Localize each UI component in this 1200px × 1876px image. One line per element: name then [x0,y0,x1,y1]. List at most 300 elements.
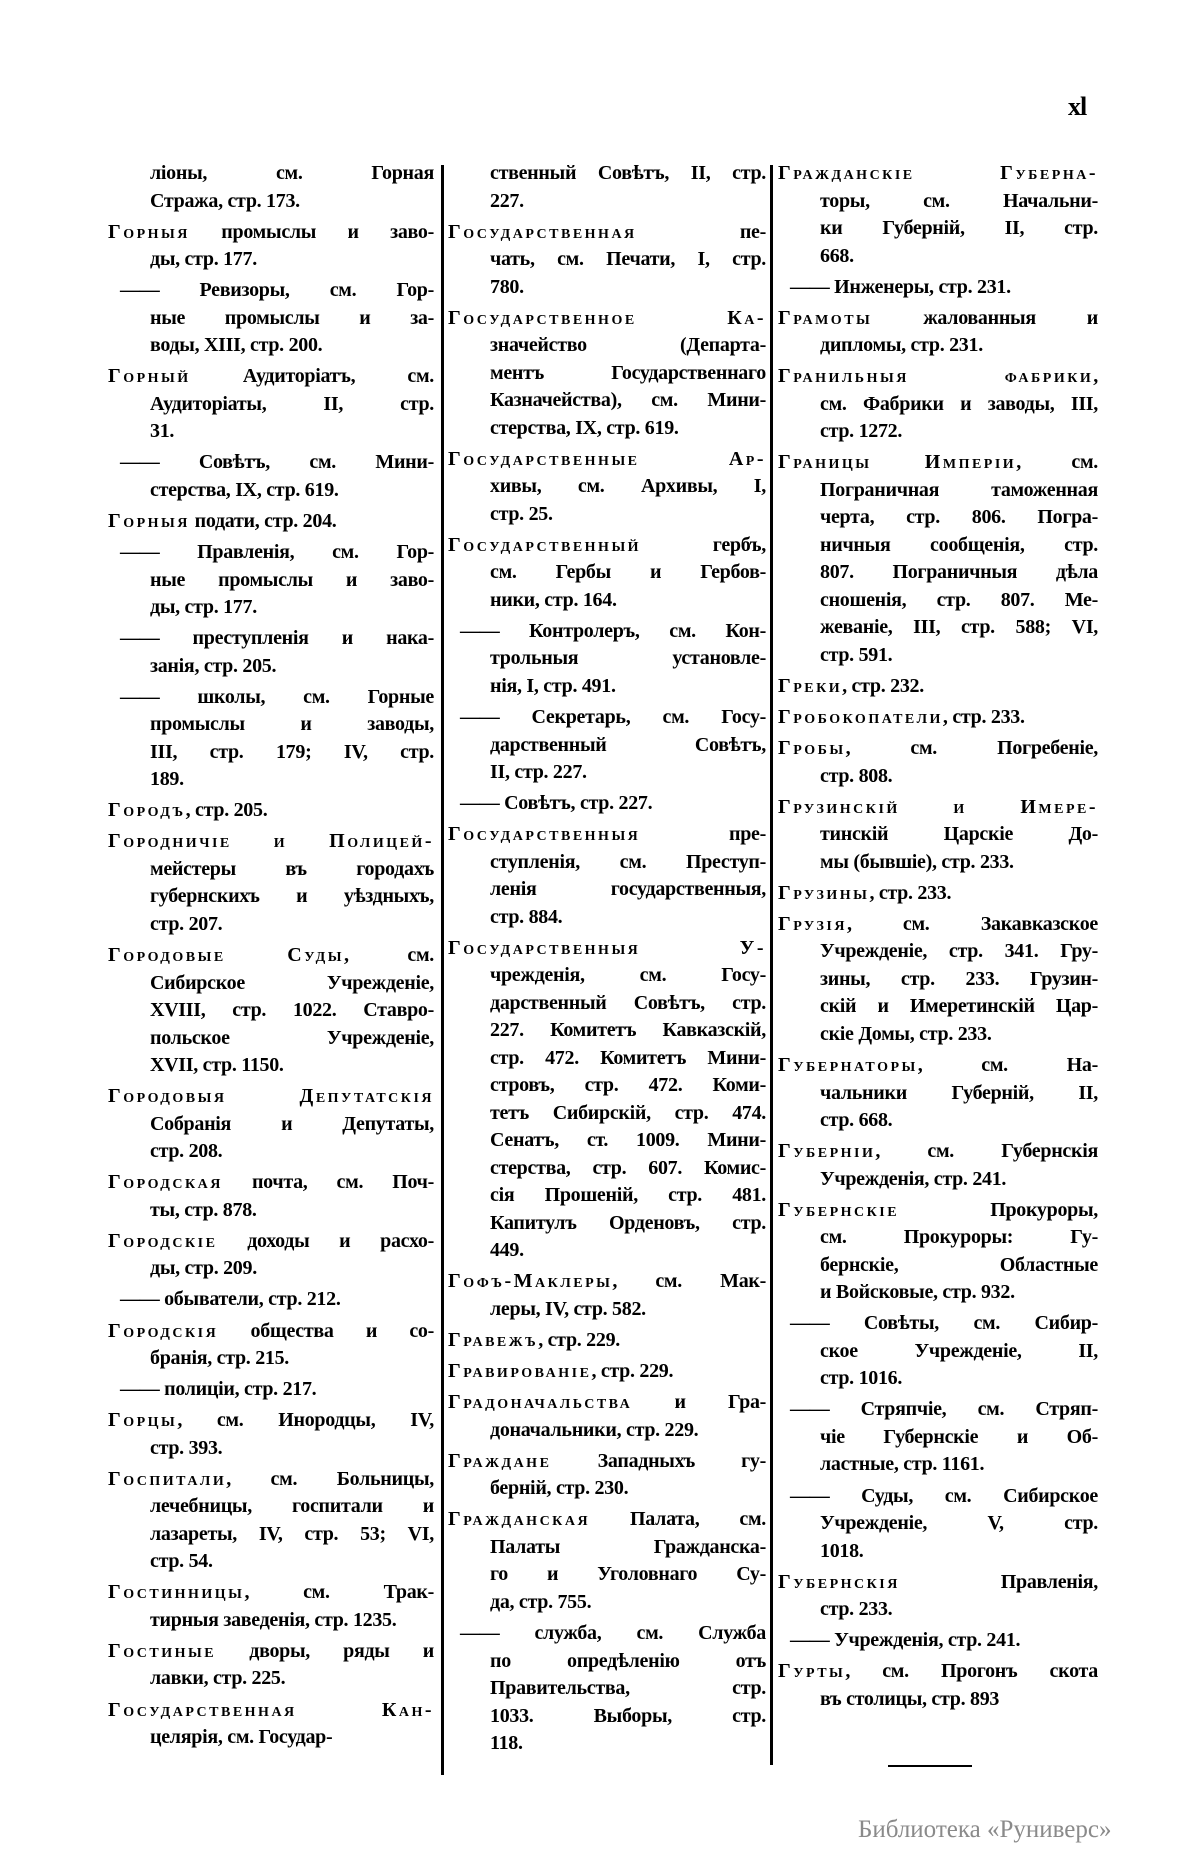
entry-text: подати, стр. 204. [189,509,337,532]
entry-line [108,883,434,911]
entry-line [108,332,434,360]
index-entry [448,1448,766,1503]
entry-text: стр. 472. Комитетъ Мини- [490,1046,766,1069]
entry-text: бернскiе, Областные [820,1253,1098,1276]
index-entry [778,673,1098,701]
subentry-dash: —— [120,627,160,650]
entry-line [778,391,1098,419]
entry-line [778,274,1098,302]
entry-line [448,473,766,501]
entry-text: дарственный Совѣтъ, стр. [490,991,766,1014]
entry-text: ды, стр. 209. [150,1257,257,1280]
entry-line [778,1686,1098,1714]
subentry-dash: —— [790,1484,830,1507]
entry-line [108,477,434,505]
entry-text: ные промыслы и заво- [150,568,434,591]
index-entry [778,305,1098,360]
entry-text: стр. 25. [490,502,553,525]
entry-headword: Гурты [778,1660,846,1683]
entry-text: , стр. 229. [538,1329,620,1352]
entry-line [778,532,1098,560]
entry-line [108,1579,434,1607]
entry-text: зины, стр. 233. Грузин- [820,967,1098,990]
entry-text: Учрежденiя, стр. 241. [829,1629,1021,1652]
entry-headword: Границы Имперiи [778,451,1017,474]
index-entry [448,219,766,302]
entry-headword: Градоначальства [448,1391,633,1414]
index-column-1 [108,160,434,1755]
entry-line [108,828,434,856]
entry-headword: Гостинницы [108,1581,245,1604]
entry-text: скiе Домы, стр. 233. [820,1022,992,1045]
entry-headword: Гробы [778,737,846,760]
entry-text: стр. 208. [150,1140,223,1163]
index-entry [448,532,766,615]
entry-text: , см. [343,944,434,967]
entry-line [108,508,434,536]
entry-line [108,1111,434,1139]
entry-text: обыватели, стр. 212. [159,1288,341,1311]
entry-line [108,911,434,939]
entry-line [108,160,434,188]
entry-text: 31. [150,420,175,443]
entry-line [778,1310,1098,1338]
entry-line [778,794,1098,822]
index-entry [778,1658,1098,1713]
entry-line [778,704,1098,732]
entry-text: скiй и Имеретинскiй Цар- [820,995,1098,1018]
entry-line [448,1296,766,1324]
entry-line [778,849,1098,877]
entry-line [108,188,434,216]
entry-line [778,735,1098,763]
index-entry [448,1327,766,1355]
entry-text: Стряпчiе, см. Стряп- [829,1398,1098,1421]
entry-line [778,1569,1098,1597]
entry-headword: Горцы [108,1409,178,1432]
entry-line [778,1197,1098,1225]
index-entry [108,160,434,215]
entry-line [448,1127,766,1155]
entry-text: , стр. 233. [869,881,952,904]
entry-text: , см. Губернскiя [875,1140,1098,1163]
entry-line [448,759,766,787]
entry-text: ничныя сообщенiя, стр. [820,533,1098,556]
entry-text: по опредѣленiю отъ [490,1649,766,1672]
entry-text: ленiя государственныя, [490,878,766,901]
entry-text: доходы и расхо- [217,1229,434,1252]
entry-line [778,449,1098,477]
entry-text: 449. [490,1239,524,1262]
entry-line [448,188,766,216]
entry-line [448,1210,766,1238]
entry-line [108,1697,434,1725]
entry-line [778,1338,1098,1366]
entry-text: Казначейства), см. Мини- [490,389,766,412]
entry-text: ды, стр. 177. [150,248,257,271]
entry-line [448,1475,766,1503]
entry-line [108,942,434,970]
entry-text: и Войсковые, стр. 932. [820,1281,1015,1304]
entry-line [778,1396,1098,1424]
entry-headword: Губернскiе [778,1198,900,1221]
entry-headword: Граждане [448,1449,552,1472]
entry-line [778,559,1098,587]
entry-line [448,1675,766,1703]
index-entry [108,1638,434,1693]
subentry-dash: —— [120,541,160,564]
entry-headword: Государственныя [448,823,641,846]
entry-text: ластные, стр. 1161. [820,1453,985,1476]
entry-text: II, стр. 227. [490,761,587,784]
index-entry [778,911,1098,1049]
entry-line [108,1466,434,1494]
index-entry [108,942,434,1080]
entry-line [448,904,766,932]
entry-line [448,1017,766,1045]
entry-headword: Гранильныя фабрики [778,365,1094,388]
entry-line [108,1318,434,1346]
entry-line [448,1448,766,1476]
entry-text: и Гра- [632,1391,766,1414]
entry-text: леры, IV, стр. 582. [490,1297,646,1320]
entry-line [448,1561,766,1589]
entry-line [778,1107,1098,1135]
entry-text: , см. Закавказское [846,912,1098,935]
entry-text: дворы, ряды и [216,1639,434,1662]
entry-line [448,618,766,646]
index-entry [778,1138,1098,1193]
entry-text: губернскихъ и уѣздныхъ, [150,885,434,908]
entry-text: Правленiя, [899,1570,1098,1593]
entry-headword: Гофъ-Маклеры [448,1270,613,1293]
entry-text: , см. На- [917,1054,1098,1077]
entry-line [448,1045,766,1073]
entry-text: жалованныя и [872,306,1098,329]
subentry-dash: —— [120,279,160,302]
entry-text: го и Уголовнаго Су- [490,1563,766,1586]
entry-headword: Гражданская [448,1508,591,1531]
entry-line [778,1627,1098,1655]
entry-text: стерства, IX, стр. 619. [150,478,339,501]
entry-line [448,1072,766,1100]
entry-line [448,415,766,443]
entry-text: стр. 668. [820,1109,893,1132]
entry-text: Учрежденiе, стр. 341. Гру- [820,940,1098,963]
entry-headword: Государственные Ар- [448,447,766,470]
entry-line [448,1417,766,1445]
index-entry [778,1569,1098,1624]
entry-line [108,594,434,622]
entry-text: общества и со- [218,1319,434,1342]
entry-text: стерства, IX, стр. 619. [490,416,679,439]
index-entry [778,1052,1098,1135]
entry-text: стерства, стр. 607. Комис- [490,1156,766,1179]
index-entry [108,1228,434,1283]
entry-line [108,1228,434,1256]
entry-line [778,160,1098,188]
entry-line [778,1658,1098,1686]
entry-line [778,215,1098,243]
entry-text: 227. [490,189,524,212]
entry-headword: Губернiи [778,1140,876,1163]
index-entry [778,1310,1098,1393]
index-entry [448,1268,766,1323]
index-entry [448,704,766,787]
index-entry [778,880,1098,908]
entry-line [448,246,766,274]
subentry-dash: —— [460,706,500,729]
entry-line [108,1548,434,1576]
entry-headword: Городничiе и Полицей- [108,830,434,853]
index-entry [448,305,766,443]
entry-line [448,732,766,760]
index-entry [108,508,434,536]
entry-text: стр. 884. [490,905,563,928]
entry-text: значейство (Департа- [490,334,766,357]
entry-text: Совѣты, см. Сибир- [829,1312,1098,1335]
entry-text: пре- [640,823,766,846]
entry-line [448,360,766,388]
entry-line [448,387,766,415]
entry-line [778,821,1098,849]
entry-line [108,1607,434,1635]
index-entry [108,1579,434,1634]
entry-line [108,1083,434,1111]
entry-text: чать, см. Печати, I, стр. [490,248,766,271]
entry-line [448,559,766,587]
entry-headword: Государственныя У- [448,936,766,959]
entry-line [778,1052,1098,1080]
entry-headword: Гравированiе [448,1360,592,1383]
entry-text: Стража, стр. 173. [150,189,300,212]
entry-line [108,305,434,333]
entry-text: Контролеръ, см. Кон- [499,619,766,642]
subentry-dash: —— [120,1288,160,1311]
entry-text: въ столицы, стр. 893 [820,1687,1000,1710]
entry-text: , см. Мак- [612,1270,766,1293]
entry-text: польское Учрежденiе, [150,1026,434,1049]
entry-text: Собранiя и Депутаты, [150,1112,434,1135]
column-divider [770,165,773,1765]
entry-line [448,990,766,1018]
entry-line [108,797,434,825]
entry-headword: Государственное Ка- [448,306,766,329]
entry-line [108,1638,434,1666]
entry-headword: Грузины [778,881,870,904]
entry-line [778,1510,1098,1538]
entry-text: Пограничная таможенная [820,478,1098,501]
entry-line [108,418,434,446]
entry-text: стр. 207. [150,912,223,935]
entry-text: , см. [1016,451,1098,474]
index-entry [108,684,434,794]
entry-line [108,1724,434,1752]
entry-line [778,1080,1098,1108]
entry-text: стр. 1016. [820,1367,903,1390]
index-entry [778,704,1098,732]
entry-line [778,966,1098,994]
entry-text: стр. 393. [150,1436,223,1459]
entry-line [448,1648,766,1676]
entry-text: , стр. 232. [842,674,924,697]
subentry-dash: —— [460,1622,500,1644]
entry-text: трольныя установле- [490,647,766,670]
subentry-dash: —— [790,275,830,298]
entry-line [778,587,1098,615]
entry-text: Прокуроры, [899,1198,1098,1221]
entry-line [448,501,766,529]
index-entry [778,794,1098,877]
entry-line [448,876,766,904]
entry-text: , см. Трак- [244,1581,434,1604]
entry-text: тинскiй Царскiе До- [820,823,1098,846]
entry-line [448,962,766,990]
entry-line [778,1538,1098,1566]
entry-text: лечебницы, госпитали и [150,1495,434,1518]
entry-line [778,763,1098,791]
entry-text: мейстеры въ городахъ [150,857,434,880]
entry-line [778,911,1098,939]
entry-text: служба, см. Служба [499,1622,766,1644]
index-column-3 [778,160,1098,1717]
entry-text: Аудиторiаты, II, стр. [150,392,434,415]
entry-line [778,880,1098,908]
entry-line [108,1255,434,1283]
entry-line [448,1506,766,1534]
entry-line [448,1730,766,1758]
entry-text: , стр. 229. [591,1360,674,1383]
index-entry [108,1083,434,1166]
entry-text: ты, стр. 878. [150,1198,257,1221]
entry-line [778,673,1098,701]
entry-headword: Гостиные [108,1639,217,1662]
entry-headword: Государственная Кан- [108,1698,434,1721]
entry-text: 780. [490,275,524,298]
entry-text: промыслы и заво- [189,220,434,243]
entry-text: стр. 54. [150,1550,213,1573]
index-entry [108,797,434,825]
subentry-dash: —— [790,1398,830,1421]
index-entry [108,1407,434,1462]
entry-line [778,418,1098,446]
entry-text: торы, см. Начальни- [820,189,1098,212]
entry-line [448,790,766,818]
index-entry [778,1197,1098,1307]
entry-line [448,587,766,615]
entry-text: дарственный Совѣтъ, [490,733,766,756]
entry-line [778,614,1098,642]
entry-text: , см. Больницы, [226,1467,434,1490]
index-entry [448,821,766,931]
entry-line [108,363,434,391]
entry-line [778,1166,1098,1194]
index-entry [448,618,766,701]
entry-line [778,243,1098,271]
entry-line [108,1138,434,1166]
entry-line [778,477,1098,505]
index-entry [448,1358,766,1386]
entry-text: ники, стр. 164. [490,588,617,611]
entry-text: Аудиторiатъ, см. [190,365,434,388]
entry-line [108,1493,434,1521]
entry-line [108,1345,434,1373]
entry-text: доначальники, стр. 229. [490,1418,699,1441]
index-entry [778,735,1098,790]
entry-line [108,739,434,767]
entry-text: промыслы и заводы, [150,713,434,736]
entry-text: см. Фабрики и заводы, III, [820,392,1098,415]
entry-text: тирныя заведенiя, стр. 1235. [150,1608,397,1631]
entry-line [778,305,1098,333]
entry-text: XVIII, стр. 1022. Ставро- [150,999,434,1022]
entry-line [448,821,766,849]
entry-text: гербъ, [641,533,766,556]
entry-text: стр. 1272. [820,420,903,443]
entry-text: да, стр. 755. [490,1590,592,1613]
index-entry [778,1483,1098,1566]
index-entry [108,277,434,360]
entry-line [108,1521,434,1549]
entry-text: 1033. Выборы, стр. [490,1704,766,1727]
entry-headword: Городъ [108,799,186,822]
entry-text: Учрежденiе, V, стр. [820,1512,1098,1534]
entry-text: стровъ, стр. 472. Коми- [490,1074,766,1097]
entry-text: , стр. 233. [942,706,1025,729]
entry-text: 189. [150,768,184,791]
page-number: xl [1068,92,1087,121]
index-entry [778,363,1098,446]
entry-line [448,645,766,673]
entry-text: стр. 591. [820,643,893,666]
entry-line [108,1435,434,1463]
entry-text: ки Губернiй, II, стр. [820,217,1098,239]
entry-text: тетъ Сибирскiй, стр. 474. [490,1101,766,1124]
entry-line [108,684,434,712]
entry-line [778,188,1098,216]
entry-text: бернiй, стр. 230. [490,1477,629,1500]
entry-line [448,935,766,963]
entry-text: 807. Пограничныя дѣла [820,561,1098,584]
entry-text: черта, стр. 806. Погра- [820,506,1098,529]
subentry-dash: —— [120,685,160,708]
entry-text: 227. Комитетъ Кавказскiй, [490,1019,766,1042]
entry-text: дипломы, стр. 231. [820,334,983,357]
index-entry [108,828,434,938]
entry-text: ные промыслы и за- [150,306,434,329]
entry-line [778,1451,1098,1479]
index-entry [778,1396,1098,1479]
entry-text: лавки, стр. 225. [150,1667,286,1690]
entry-line [448,1237,766,1265]
entry-text: Сибирское Учрежденiе, [150,971,434,994]
entry-line [108,246,434,274]
index-entry [448,160,766,215]
entry-line [448,305,766,333]
entry-text: Палата, см. [590,1508,766,1531]
entry-line [778,642,1098,670]
index-entry [778,274,1098,302]
entry-text: см. Гербы и Гербов- [490,561,766,584]
entry-text: школы, см. Горные [159,685,434,708]
entry-line [778,363,1098,391]
entry-line [108,1025,434,1053]
entry-line [108,219,434,247]
entry-line [108,391,434,419]
subentry-dash: —— [120,451,160,474]
entry-text: Правленiя, см. Гор- [159,541,434,564]
entry-text: ды, стр. 177. [150,596,257,619]
